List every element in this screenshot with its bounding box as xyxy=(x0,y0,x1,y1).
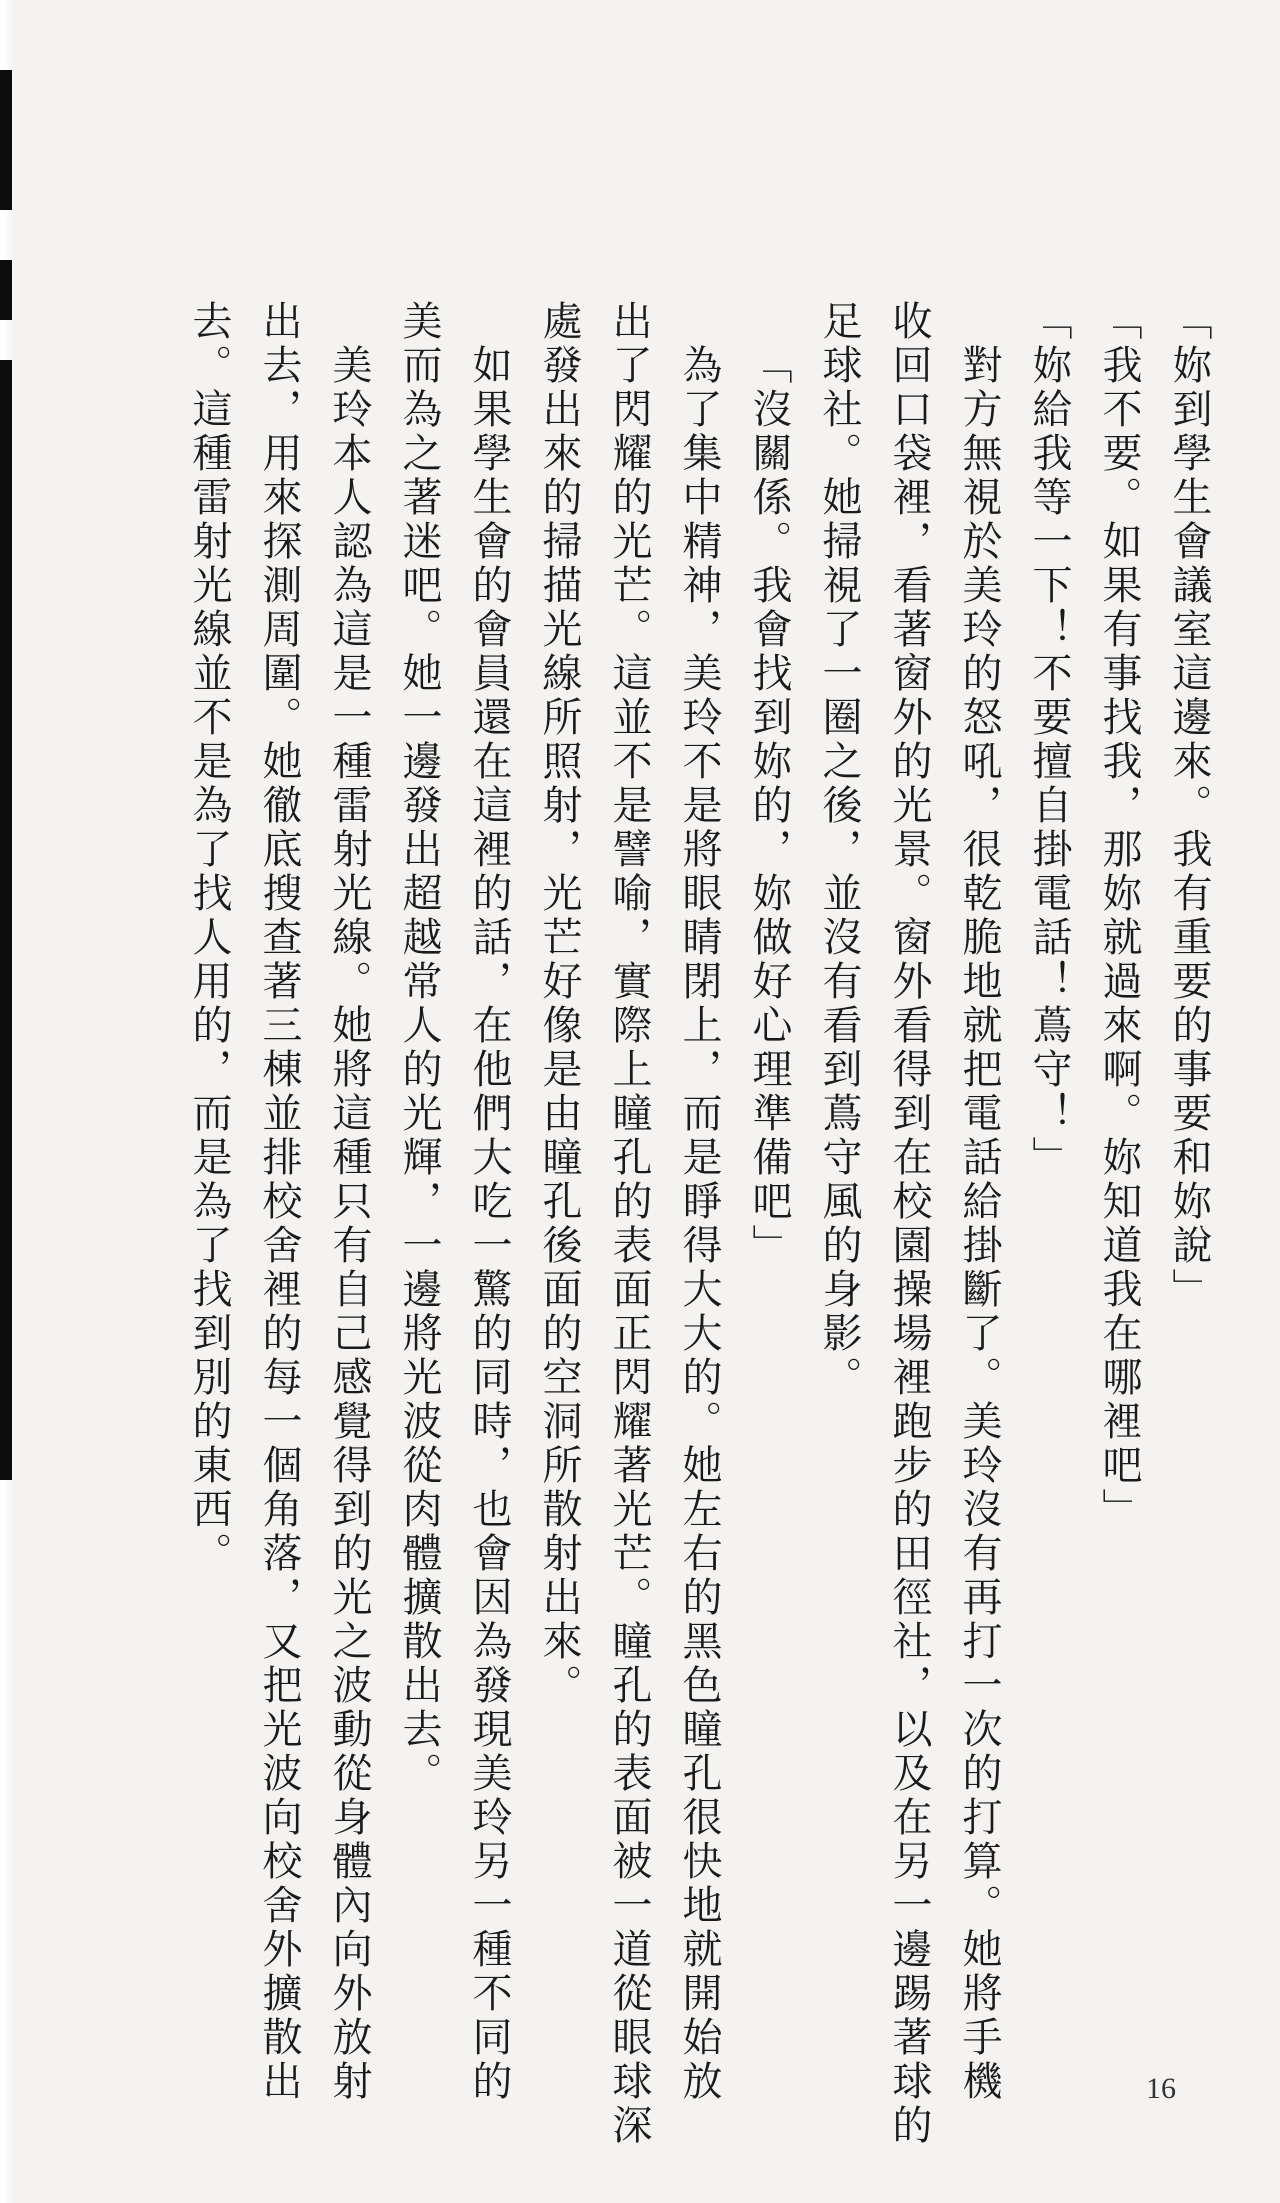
binding-shadow xyxy=(0,260,12,320)
text-line: 去。這種雷射光線並不是為了找人用的，而是為了找到別的東西。 xyxy=(186,300,232,1576)
text-line: 足球社。她掃視了一圈之後，並沒有看到蔦守風的身影。 xyxy=(816,300,862,1400)
text-line: 為了集中精神，美玲不是將眼睛閉上，而是睜得大大的。她左右的黑色瞳孔很快地就開始放 xyxy=(676,344,722,2104)
text-line: 收回口袋裡，看著窗外的光景。窗外看得到在校園操場裡跑步的田徑社，以及在另一邊踢著球的 xyxy=(886,300,932,2148)
text-line: 「我不要。如果有事找我，那妳就過來啊。妳知道我在哪裡吧」 xyxy=(1096,300,1142,1532)
text-line: 美而為之著迷吧。她一邊發出超越常人的光輝，一邊將光波從肉體擴散出去。 xyxy=(396,300,442,1796)
text-line: 「妳給我等一下！不要擅自掛電話！蔦守！」 xyxy=(1026,300,1072,1180)
text-line: 出去，用來探測周圍。她徹底搜查著三棟並排校舍裡的每一個角落，又把光波向校舍外擴散出 xyxy=(256,300,302,2104)
binding-shadow xyxy=(0,360,12,1480)
text-line: 「沒關係。我會找到妳的，妳做好心理準備吧」 xyxy=(746,344,792,1268)
text-line: 出了閃耀的光芒。這並不是譬喻，實際上瞳孔的表面正閃耀著光芒。瞳孔的表面被一道從眼球深 xyxy=(606,300,652,2148)
text-line: 處發出來的掃描光線所照射，光芒好像是由瞳孔後面的空洞所散射出來。 xyxy=(536,300,582,1708)
binding-shadow xyxy=(0,70,12,210)
page-number: 16 xyxy=(1146,2072,1176,2105)
text-line: 對方無視於美玲的怒吼，很乾脆地就把電話給掛斷了。美玲沒有再打一次的打算。她將手機 xyxy=(956,344,1002,2104)
text-line: 如果學生會的會員還在這裡的話，在他們大吃一驚的同時，也會因為發現美玲另一種不同的 xyxy=(466,344,512,2104)
text-line: 美玲本人認為這是一種雷射光線。她將這種只有自己感覺得到的光之波動從身體內向外放射 xyxy=(326,344,372,2104)
text-line: 「妳到學生會議室這邊來。我有重要的事要和妳說」 xyxy=(1166,300,1212,1312)
